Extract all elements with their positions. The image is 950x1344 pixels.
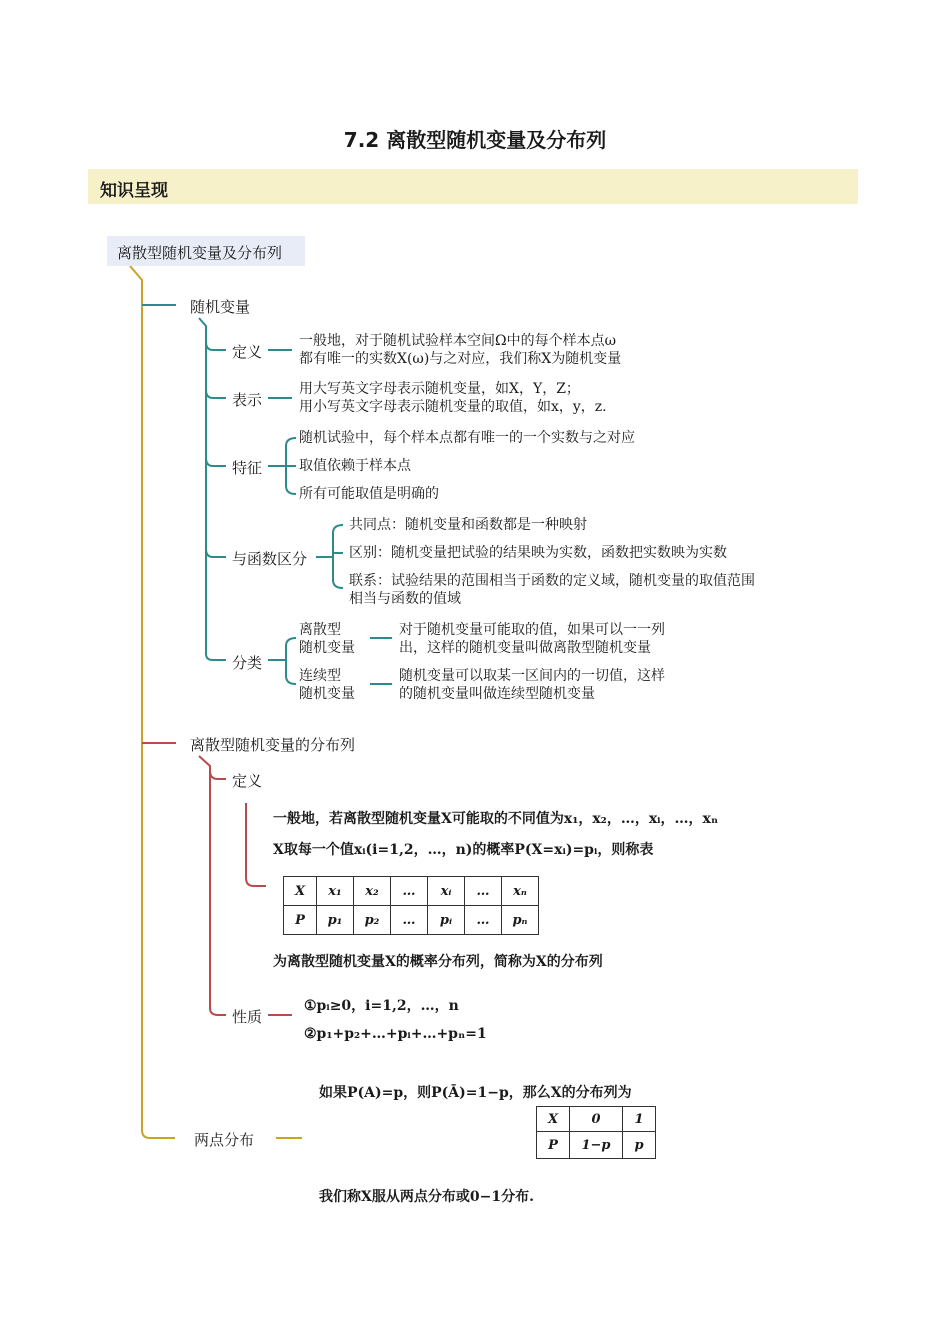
distribution-definition-line-1: 一般地，若离散型随机变量X可能取的不同值为x₁，x₂，…，xᵢ，…，xₙ [273, 811, 719, 827]
continuous-desc-2: 的随机变量叫做连续型随机变量 [399, 686, 595, 702]
two-point-table-row-p [537, 1132, 656, 1159]
table-cell: P [537, 1132, 570, 1159]
table-cell: pₙ [502, 906, 539, 935]
discrete-name-2: 随机变量 [299, 640, 355, 656]
table-cell: p₂ [354, 906, 391, 935]
table-cell: 1 [623, 1107, 656, 1132]
node-distribution-definition: 定义 [232, 772, 263, 790]
feature-item: 取值依赖于样本点 [299, 458, 411, 474]
table-cell: x₁ [317, 877, 354, 906]
notation-line-2: 用小写英文字母表示随机变量的取值，如x，y，z. [299, 399, 607, 415]
table-cell: pᵢ [428, 906, 465, 935]
node-classification: 分类 [232, 654, 263, 672]
branch-random-variable: 随机变量 [190, 298, 251, 316]
table-cell: xₙ [502, 877, 539, 906]
table-cell: X [284, 877, 317, 906]
table-cell: x₂ [354, 877, 391, 906]
discrete-name-1: 离散型 [299, 622, 341, 638]
property-item: ②p₁+p₂+…+pᵢ+…+pₙ=1 [304, 1026, 487, 1042]
section-heading: 知识呈现 [100, 181, 168, 201]
two-point-table [536, 1106, 656, 1159]
vs-function-item: 共同点：随机变量和函数都是一种映射 [349, 517, 587, 533]
table-cell: 1−p [570, 1132, 623, 1159]
discrete-desc-2: 出，这样的随机变量叫做离散型随机变量 [399, 640, 651, 656]
table-cell: … [465, 906, 502, 935]
vs-function-item: 联系：试验结果的范围相当于函数的定义域，随机变量的取值范围 [349, 573, 755, 589]
node-properties: 性质 [232, 1008, 263, 1026]
table-cell: 0 [570, 1107, 623, 1132]
definition-line-1: 一般地，对于随机试验样本空间Ω中的每个样本点ω [299, 333, 617, 349]
continuous-desc-1: 随机变量可以取某一区间内的一切值，这样 [399, 668, 665, 684]
notation-line-1: 用大写英文字母表示随机变量，如X，Y，Z； [299, 381, 580, 397]
table-cell: X [537, 1107, 570, 1132]
page-title: 7.2 离散型随机变量及分布列 [343, 128, 607, 152]
node-notation: 表示 [232, 391, 263, 409]
node-features: 特征 [232, 459, 263, 477]
continuous-name-2: 随机变量 [299, 686, 355, 702]
table-cell: … [391, 906, 428, 935]
property-item: ①pᵢ≥0，i=1,2，…，n [304, 998, 459, 1014]
two-point-line-2: 我们称X服从两点分布或0−1分布. [319, 1189, 534, 1205]
vs-function-item: 区别：随机变量把试验的结果映为实数，函数把实数映为实数 [349, 545, 727, 561]
root-node-label: 离散型随机变量及分布列 [117, 244, 283, 262]
distribution-definition-line-2: X取每一个值xᵢ(i=1,2，…，n)的概率P(X=xᵢ)=pᵢ，则称表 [273, 842, 654, 858]
two-point-line-1: 如果P(A)=p，则P(Ā)=1−p，那么X的分布列为 [319, 1085, 632, 1101]
branch-distribution: 离散型随机变量的分布列 [190, 736, 356, 754]
feature-item: 随机试验中，每个样本点都有唯一的一个实数与之对应 [299, 430, 635, 446]
node-vs-function: 与函数区分 [232, 550, 308, 568]
table-cell: P [284, 906, 317, 935]
continuous-name-1: 连续型 [299, 668, 341, 684]
branch-two-point: 两点分布 [194, 1131, 255, 1149]
definition-line-2: 都有唯一的实数X(ω)与之对应，我们称X为随机变量 [299, 351, 622, 367]
table-cell: … [465, 877, 502, 906]
table-cell: p [623, 1132, 656, 1159]
discrete-desc-1: 对于随机变量可能取的值，如果可以一一列 [399, 622, 665, 638]
distribution-definition-line-3: 为离散型随机变量X的概率分布列，简称为X的分布列 [273, 954, 603, 970]
distribution-table-row-x [284, 877, 539, 906]
distribution-table [283, 876, 539, 935]
node-definition: 定义 [232, 343, 263, 361]
feature-item: 所有可能取值是明确的 [299, 486, 439, 502]
table-cell: … [391, 877, 428, 906]
vs-function-item: 相当与函数的值域 [349, 591, 461, 607]
table-cell: xᵢ [428, 877, 465, 906]
table-cell: p₁ [317, 906, 354, 935]
two-point-table-row-x [537, 1107, 656, 1132]
distribution-table-row-p [284, 906, 539, 935]
